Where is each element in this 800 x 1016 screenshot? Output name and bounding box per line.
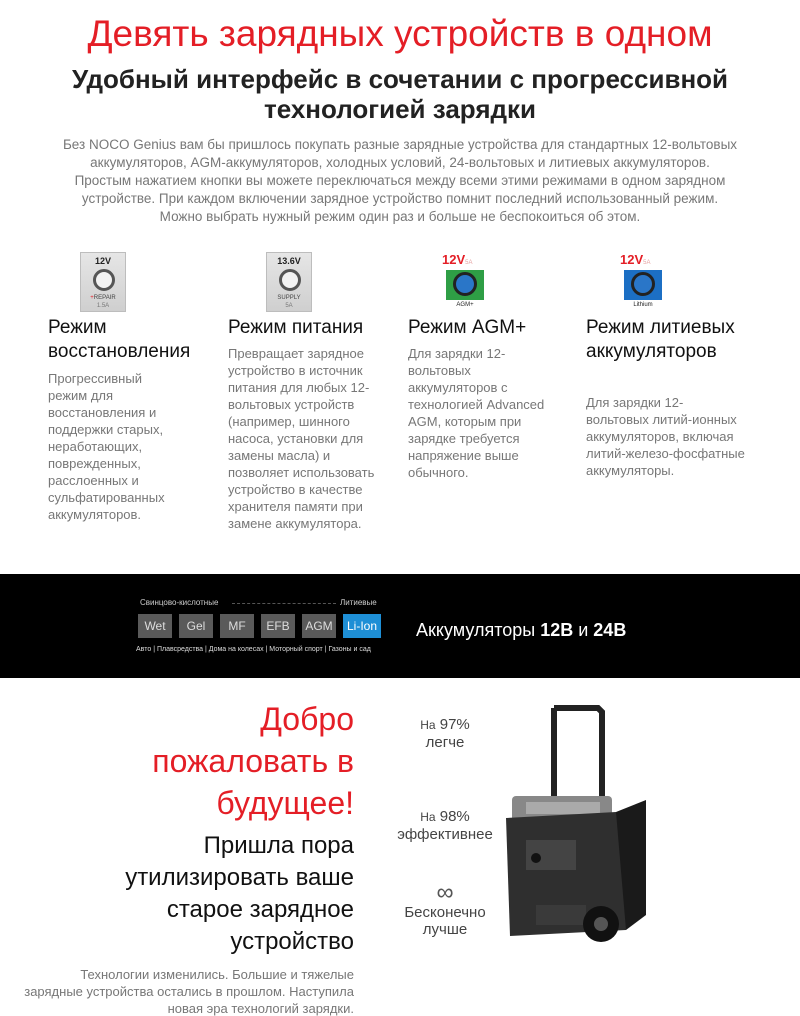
mode-text: Превращает зарядное устройство в источник питания для любых 12-вольтовых устройств (например, шинного насоса, установки для замены масла) и позволяет использовать устройство в качестве хранителя памяти при замене аккумулятора. [228, 346, 375, 531]
mode-title: Режим восстановления [48, 317, 191, 362]
infinity-icon: ∞ [436, 879, 454, 906]
chip-agm: AGM [302, 614, 336, 638]
divider [232, 603, 336, 604]
lithium-mode-icon: 12V5A Lithium [620, 252, 680, 314]
supply-mode-icon: 13.6V SUPPLY 5A [266, 252, 326, 314]
chip-mf: MF [220, 614, 254, 638]
charger-cart-image [506, 700, 656, 950]
lead-acid-label: Свинцово-кислотные [140, 598, 219, 607]
welcome-text: Технологии изменились. Большие и тяжелые зарядные устройства остались в прошлом. Наступила новая эра технологий зарядки. [24, 967, 354, 1016]
chip-gel: Gel [179, 614, 213, 638]
mode-title: Режим литиевых аккумуляторов [586, 317, 735, 362]
stat-infinite: ∞ Бесконечно лучше [404, 879, 486, 938]
hero-description: Без NOCO Genius вам бы пришлось покупать разные зарядные устройства для стандартных 12-вольтовых аккумуляторов, AGM-аккумуляторов, холодных условий, 24-вольтовых и литиевых аккумуляторов. Простым нажатием кнопки вы можете переключаться между всеми этими режимами в одном зарядном устройстве. При каждом включении зарядное устройство помнит последний использованный режим. Можно выбрать нужный режим один раз и больше не беспокоиться об этом. [62, 137, 738, 224]
mode-title: Режим AGM+ [408, 317, 527, 338]
hero-subtitle: Удобный интерфейс в сочетании с прогрессивной технологией зарядки [71, 64, 729, 124]
mode-text: Прогрессивный режим для восстановления и поддержки старых, неработающих, поврежденных, расслоенных и сульфатированных аккумуляторов. [48, 371, 165, 522]
stat-efficient: На 98% эффективнее [397, 808, 493, 843]
chip-wet: Wet [138, 614, 172, 638]
mode-text: Для зарядки 12-вольтовых аккумуляторов с технологией Advanced AGM, которым при зарядке требуется напряжение выше обычного. [408, 346, 545, 480]
repair-mode-icon: 12V +REPAIR 1.5A [80, 252, 140, 314]
use-cases: Авто | Плавсредства | Дома на колесах | Моторный спорт | Газоны и сад [136, 646, 371, 653]
welcome-subtitle: Пришла пора утилизировать ваше старое зарядное устройство [125, 832, 354, 955]
welcome-title: Добро пожаловать в будущее! [152, 701, 354, 821]
lithium-label: Литиевые [340, 598, 377, 607]
battery-types-band [0, 574, 800, 678]
stat-lighter: На 97% легче [420, 716, 470, 751]
mode-title: Режим питания [228, 317, 364, 338]
mode-text: Для зарядки 12-вольтовых литий-ионных аккумуляторов, включая литий-железо-фосфатные аккумуляторы. [586, 395, 745, 478]
agm-mode-icon: 12V5A AGM+ [442, 252, 502, 314]
hero-title: Девять зарядных устройств в одном [87, 13, 713, 54]
battery-headline: Аккумуляторы 12В и 24В [416, 620, 627, 640]
chip-efb: EFB [261, 614, 295, 638]
chip-li-ion: Li-Ion [343, 614, 381, 638]
